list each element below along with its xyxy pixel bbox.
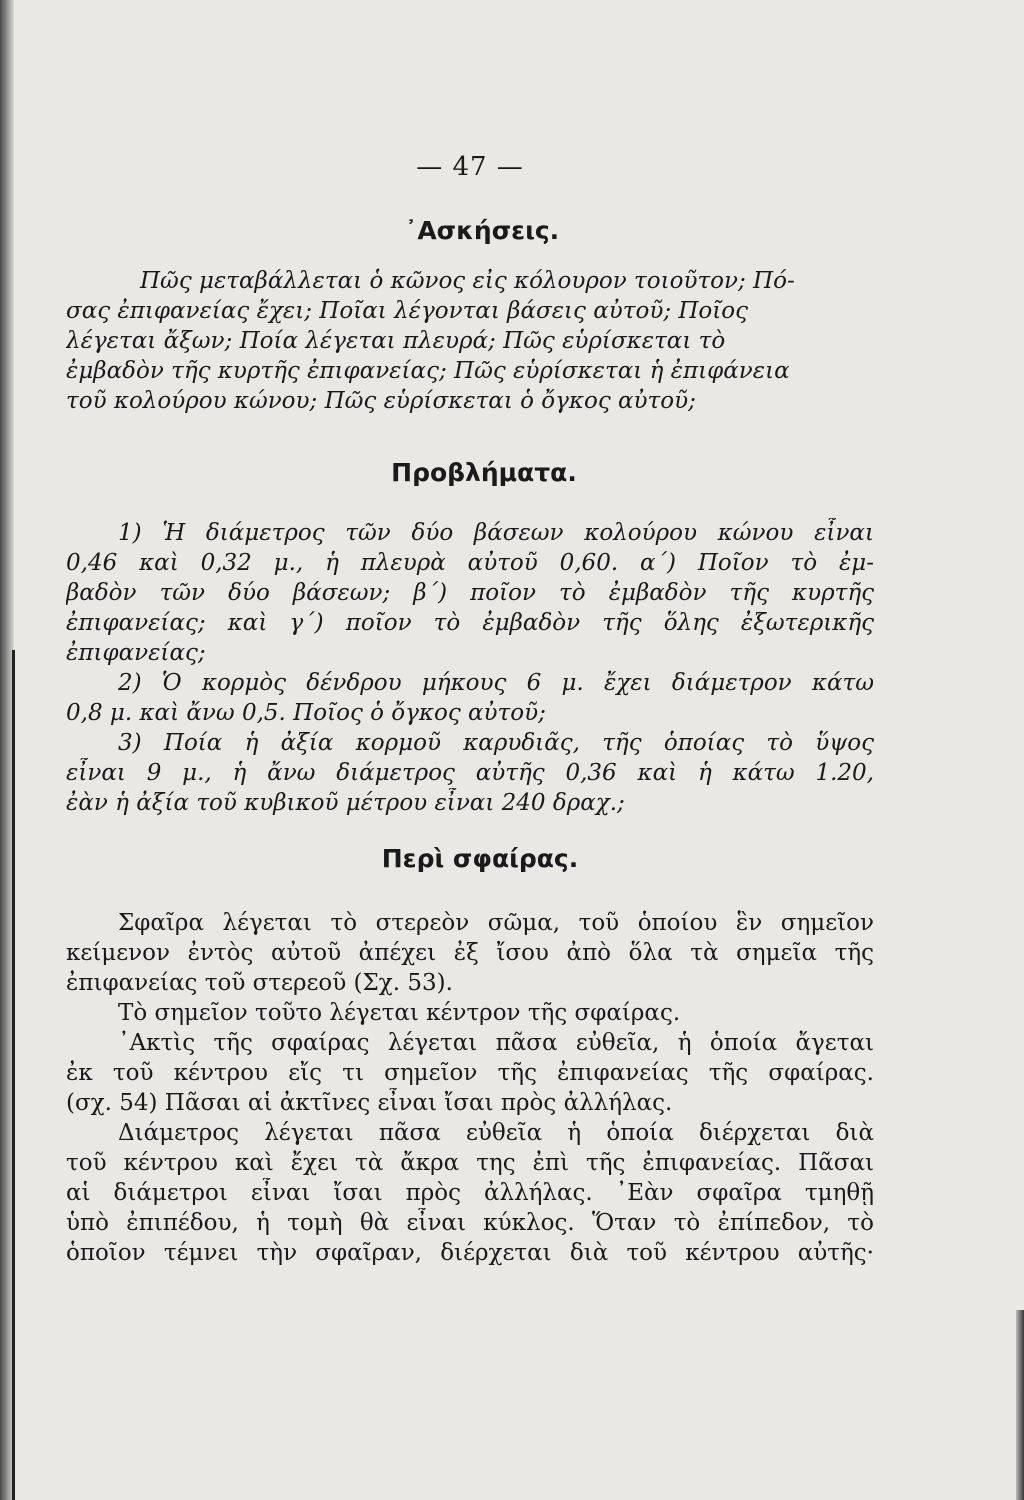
problem-1-line: ἐπιφανείας; καὶ γ΄) ποῖον τὸ ἐμβαδὸν τῆς ὅλης ἐξωτερικῆς [66, 610, 874, 636]
text-line: ἐμβαδὸν τῆς κυρτῆς ἐπιφανείας; Πῶς εὑρίσκεται ἡ ἐπιφάνεια [66, 358, 790, 384]
text-line: (σχ. 54) Πᾶσαι αἱ ἀκτῖνες εἶναι ἴσαι πρὸς ἀλλήλας. [66, 1090, 673, 1116]
problem-3-line: ἐὰν ἡ ἀξία τοῦ κυβικοῦ μέτρου εἶναι 240 δραχ.; [66, 790, 625, 816]
exercises-heading: ᾿Ασκήσεις. [404, 216, 560, 245]
binding-line [12, 650, 15, 1500]
problem-3-line: εἶναι 9 μ., ἡ ἄνω διάμετρος αὐτῆς 0,36 καὶ ἡ κάτω 1.20, [66, 760, 874, 786]
text-line: ἐκ τοῦ κέντρου εἴς τι σημεῖον τῆς ἐπιφανείας τῆς σφαίρας. [66, 1060, 874, 1086]
page-number: — 47 — [416, 152, 524, 182]
problem-1-line: 1) Ἡ διάμετρος τῶν δύο βάσεων κολούρου κώνου εἶναι [118, 520, 874, 546]
text-line: τοῦ κέντρου καὶ ἔχει τὰ ἄκρα της ἐπὶ τῆς ἐπιφανείας. Πᾶσαι [66, 1150, 874, 1176]
text-line: Διάμετρος λέγεται πᾶσα εὐθεῖα ἡ ὁποία διέρχεται διὰ [118, 1120, 874, 1146]
problems-list [66, 518, 874, 818]
sphere-text [66, 908, 874, 1268]
sphere-heading: Περὶ σφαίρας. [381, 844, 579, 873]
text-line: ἐπιφανείας τοῦ στερεοῦ (Σχ. 53). [66, 970, 453, 996]
problem-1-line: βαδὸν τῶν δύο βάσεων; β΄) ποῖον τὸ ἐμβαδὸν τῆς κυρτῆς [66, 580, 874, 606]
page-edge-shadow [1016, 1310, 1024, 1500]
book-page [66, 148, 874, 1448]
problem-2-line: 0,8 μ. καὶ ἄνω 0,5. Ποῖος ὁ ὄγκος αὐτοῦ; [66, 700, 546, 726]
problem-2-line: 2) Ὁ κορμὸς δένδρου μήκους 6 μ. ἔχει διάμετρον κάτω [118, 670, 874, 696]
text-line: κείμενον ἐντὸς αὐτοῦ ἀπέχει ἐξ ἴσου ἀπὸ ὅλα τὰ σημεῖα τῆς [66, 940, 874, 966]
text-line: λέγεται ἄξων; Ποία λέγεται πλευρά; Πῶς εὑρίσκεται τὸ [66, 328, 726, 354]
text-line: σας ἐπιφανείας ἔχει; Ποῖαι λέγονται βάσεις αὐτοῦ; Ποῖος [66, 298, 749, 324]
exercises-paragraph [66, 266, 874, 416]
text-line: ᾿Ακτὶς τῆς σφαίρας λέγεται πᾶσα εὐθεῖα, ἡ ὁποία ἄγεται [118, 1030, 874, 1056]
text-line: Σφαῖρα λέγεται τὸ στερεὸν σῶμα, τοῦ ὁποίου ἓν σημεῖον [118, 910, 874, 936]
text-line: αἱ διάμετροι εἶναι ἴσαι πρὸς ἀλλήλας. ᾿Εὰν σφαῖρα τμηθῇ [66, 1180, 874, 1206]
text-line: ὁποῖον τέμνει τὴν σφαῖραν, διέρχεται διὰ τοῦ κέντρου αὐτῆς· [66, 1240, 874, 1266]
text-line: Πῶς μεταβάλλεται ὁ κῶνος εἰς κόλουρον τοιοῦτον; Πό- [140, 268, 795, 294]
text-line: τοῦ κολούρου κώνου; Πῶς εὑρίσκεται ὁ ὄγκος αὐτοῦ; [66, 388, 696, 414]
text-line: ὑπὸ ἐπιπέδου, ἡ τομὴ θὰ εἶναι κύκλος. Ὅταν τὸ ἐπίπεδον, τὸ [66, 1210, 874, 1236]
problem-1-line: ἐπιφανείας; [66, 640, 206, 666]
problem-1-line: 0,46 καὶ 0,32 μ., ἡ πλευρὰ αὐτοῦ 0,60. α΄) Ποῖον τὸ ἐμ- [66, 550, 874, 576]
problem-3-line: 3) Ποία ἡ ἀξία κορμοῦ καρυδιᾶς, τῆς ὁποίας τὸ ὕψος [118, 730, 874, 756]
problems-heading: Προβλήματα. [391, 458, 577, 487]
text-line: Τὸ σημεῖον τοῦτο λέγεται κέντρον τῆς σφαίρας. [118, 1000, 681, 1026]
